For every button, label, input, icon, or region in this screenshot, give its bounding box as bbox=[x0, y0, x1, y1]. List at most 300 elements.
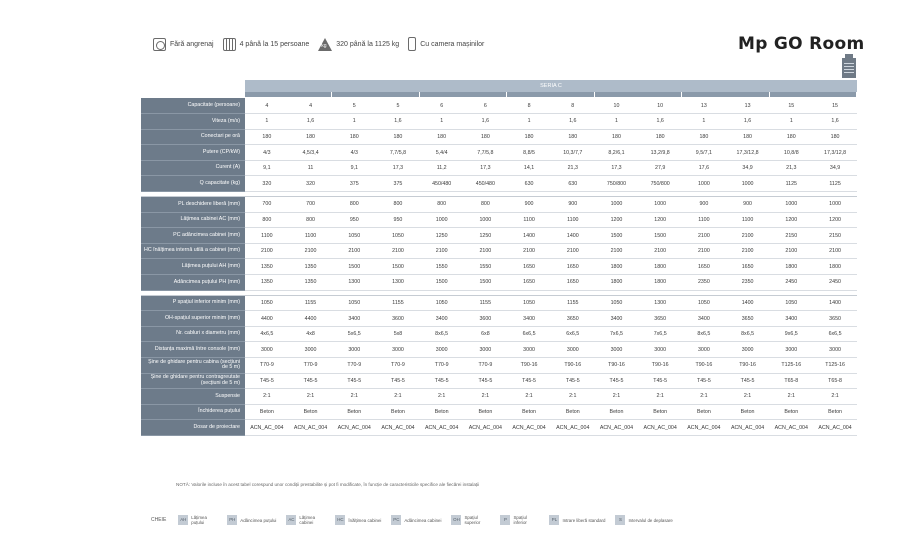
table-cell: 1000 bbox=[595, 197, 639, 213]
table-cell: Beton bbox=[726, 404, 770, 420]
table-cell: 2:1 bbox=[332, 389, 376, 405]
table-cell: 2:1 bbox=[769, 389, 813, 405]
table-cell: Beton bbox=[769, 404, 813, 420]
table-cell: 3650 bbox=[726, 311, 770, 327]
feature-persons bbox=[223, 38, 310, 51]
table-cell: T45-5 bbox=[420, 373, 464, 389]
table-cell: ACN_AC_004 bbox=[245, 420, 289, 436]
table-cell: 2450 bbox=[769, 275, 813, 291]
table-cell: 2150 bbox=[813, 228, 857, 244]
persons-icon bbox=[223, 38, 236, 51]
table-cell: ACN_AC_004 bbox=[769, 420, 813, 436]
table-cell: 3000 bbox=[289, 342, 333, 358]
series-subheader bbox=[245, 92, 857, 97]
table-cell: 1,6 bbox=[551, 114, 595, 130]
table-row bbox=[141, 212, 857, 228]
table-cell: 10 bbox=[638, 98, 682, 114]
table-cell: ACN_AC_004 bbox=[376, 420, 420, 436]
legend-text: Lățimea puțului bbox=[191, 515, 207, 525]
table-cell: 1050 bbox=[769, 295, 813, 311]
table-cell: 5x8 bbox=[376, 326, 420, 342]
table-cell: 1800 bbox=[595, 275, 639, 291]
table-cell: 1050 bbox=[682, 295, 726, 311]
table-cell: T70-9 bbox=[420, 358, 464, 374]
table-cell: 1500 bbox=[332, 259, 376, 275]
legend-text: Lățimea cabinei bbox=[299, 515, 316, 525]
table-row bbox=[141, 295, 857, 311]
legend-code: OH bbox=[451, 515, 461, 525]
table-row bbox=[141, 259, 857, 275]
table-row bbox=[141, 160, 857, 176]
row-label: OH-spațiul superior minim (mm) bbox=[141, 311, 245, 327]
table-cell: 3000 bbox=[769, 342, 813, 358]
table-row bbox=[141, 275, 857, 291]
table-cell: 13 bbox=[726, 98, 770, 114]
table-cell: ACN_AC_004 bbox=[682, 420, 726, 436]
legend-code: AH bbox=[178, 515, 188, 525]
table-cell: 1800 bbox=[638, 259, 682, 275]
table-cell: 180 bbox=[332, 129, 376, 145]
table-cell: 1400 bbox=[726, 295, 770, 311]
table-cell: 27,9 bbox=[638, 160, 682, 176]
table-cell: T90-16 bbox=[638, 358, 682, 374]
table-cell: 1400 bbox=[507, 228, 551, 244]
table-cell: 3650 bbox=[551, 311, 595, 327]
table-cell: 34,9 bbox=[726, 160, 770, 176]
table-cell: 6x8 bbox=[464, 326, 508, 342]
table-cell: 1300 bbox=[638, 295, 682, 311]
table-cell: ACN_AC_004 bbox=[638, 420, 682, 436]
table-cell: Beton bbox=[245, 404, 289, 420]
table-row bbox=[141, 197, 857, 213]
table-cell: 3000 bbox=[376, 342, 420, 358]
table-cell: 3400 bbox=[595, 311, 639, 327]
table-cell: 4,5/3,4 bbox=[289, 145, 333, 161]
table-row bbox=[141, 114, 857, 130]
table-cell: 2:1 bbox=[682, 389, 726, 405]
table-cell: 2:1 bbox=[289, 389, 333, 405]
table-cell: 800 bbox=[332, 197, 376, 213]
table-cell: 2350 bbox=[726, 275, 770, 291]
table-cell: 4 bbox=[289, 98, 333, 114]
legend-item bbox=[500, 515, 539, 525]
table-cell: 21,3 bbox=[551, 160, 595, 176]
table-row bbox=[141, 98, 857, 114]
table-cell: 1500 bbox=[376, 259, 420, 275]
table-cell: 17,3 bbox=[464, 160, 508, 176]
table-cell: 1800 bbox=[813, 259, 857, 275]
table-cell: 180 bbox=[376, 129, 420, 145]
table-cell: 630 bbox=[551, 176, 595, 192]
table-cell: 2100 bbox=[420, 243, 464, 259]
table-cell: 180 bbox=[813, 129, 857, 145]
legend-title: CHEIE bbox=[151, 517, 167, 523]
table-cell: 6 bbox=[464, 98, 508, 114]
legend-item bbox=[335, 515, 381, 525]
table-cell: 1050 bbox=[507, 295, 551, 311]
table-cell: 2100 bbox=[682, 228, 726, 244]
table-cell: 1 bbox=[769, 114, 813, 130]
table-cell: 1400 bbox=[813, 295, 857, 311]
table-cell: 1800 bbox=[769, 259, 813, 275]
table-cell: Beton bbox=[332, 404, 376, 420]
row-label: Șine de ghidare pentru cabina (secțiuni de 5 m) bbox=[141, 358, 245, 374]
table-cell: 3000 bbox=[332, 342, 376, 358]
row-label: Putere (CP/kW) bbox=[141, 145, 245, 161]
table-cell: T45-5 bbox=[332, 373, 376, 389]
table-cell: 3000 bbox=[595, 342, 639, 358]
table-cell: 2100 bbox=[332, 243, 376, 259]
table-cell: 1 bbox=[595, 114, 639, 130]
table-cell: T45-5 bbox=[682, 373, 726, 389]
table-cell: T45-5 bbox=[289, 373, 333, 389]
table-cell: ACN_AC_004 bbox=[551, 420, 595, 436]
table-cell: 1 bbox=[245, 114, 289, 130]
table-cell: 900 bbox=[551, 197, 595, 213]
table-cell: 6x6,5 bbox=[507, 326, 551, 342]
row-label: Conectari pe oră bbox=[141, 129, 245, 145]
table-cell: 4x8 bbox=[289, 326, 333, 342]
table-cell: 1050 bbox=[332, 295, 376, 311]
table-cell: Beton bbox=[420, 404, 464, 420]
table-cell: 9,1 bbox=[332, 160, 376, 176]
table-cell: 11 bbox=[289, 160, 333, 176]
table-cell: 3000 bbox=[682, 342, 726, 358]
table-cell: 1050 bbox=[376, 228, 420, 244]
table-cell: T45-5 bbox=[726, 373, 770, 389]
table-cell: Beton bbox=[507, 404, 551, 420]
table-cell: 5 bbox=[376, 98, 420, 114]
table-cell: 1550 bbox=[420, 259, 464, 275]
table-cell: 1,6 bbox=[726, 114, 770, 130]
table-cell: 800 bbox=[376, 197, 420, 213]
table-cell: 2100 bbox=[245, 243, 289, 259]
table-cell: T45-5 bbox=[464, 373, 508, 389]
table-cell: 14,1 bbox=[507, 160, 551, 176]
legend-code: PC bbox=[391, 515, 401, 525]
row-label: Capacitate (persoane) bbox=[141, 98, 245, 114]
table-cell: T70-9 bbox=[376, 358, 420, 374]
table-cell: 3000 bbox=[813, 342, 857, 358]
table-cell: 750/800 bbox=[595, 176, 639, 192]
table-cell: 180 bbox=[595, 129, 639, 145]
table-cell: 1250 bbox=[464, 228, 508, 244]
table-cell: 1125 bbox=[813, 176, 857, 192]
table-cell: 1 bbox=[682, 114, 726, 130]
table-cell: 1650 bbox=[551, 259, 595, 275]
row-label: Dosar de proiectare bbox=[141, 420, 245, 436]
table-cell: 1300 bbox=[376, 275, 420, 291]
legend-item bbox=[178, 515, 217, 525]
weight-icon bbox=[318, 38, 332, 51]
table-cell: 1,6 bbox=[638, 114, 682, 130]
table-cell: 3400 bbox=[769, 311, 813, 327]
table-cell: 1800 bbox=[595, 259, 639, 275]
row-label: P spațiul inferior minim (mm) bbox=[141, 295, 245, 311]
table-cell: ACN_AC_004 bbox=[813, 420, 857, 436]
table-cell: 1000 bbox=[682, 176, 726, 192]
table-cell: 1500 bbox=[420, 275, 464, 291]
table-cell: 1,6 bbox=[376, 114, 420, 130]
table-cell: 2100 bbox=[726, 228, 770, 244]
table-cell: T45-5 bbox=[595, 373, 639, 389]
table-cell: 8x6,5 bbox=[420, 326, 464, 342]
table-cell: Beton bbox=[464, 404, 508, 420]
table-cell: T45-5 bbox=[507, 373, 551, 389]
table-cell: 700 bbox=[245, 197, 289, 213]
table-cell: 450/480 bbox=[464, 176, 508, 192]
table-cell: 8,2/6,1 bbox=[595, 145, 639, 161]
table-cell: T125-16 bbox=[813, 358, 857, 374]
table-cell: 1 bbox=[420, 114, 464, 130]
machine-room-icon bbox=[408, 37, 416, 51]
table-cell: T90-16 bbox=[551, 358, 595, 374]
table-cell: 750/800 bbox=[638, 176, 682, 192]
table-cell: 2:1 bbox=[813, 389, 857, 405]
table-cell: 1200 bbox=[813, 212, 857, 228]
table-cell: 5,4/4 bbox=[420, 145, 464, 161]
table-cell: 1050 bbox=[245, 295, 289, 311]
table-cell: T70-9 bbox=[464, 358, 508, 374]
table-cell: 1350 bbox=[245, 259, 289, 275]
legend-text: Spațiul inferior bbox=[513, 515, 527, 525]
table-cell: 3000 bbox=[551, 342, 595, 358]
table-cell: T45-5 bbox=[551, 373, 595, 389]
table-cell: 1300 bbox=[332, 275, 376, 291]
table-cell: 1100 bbox=[245, 228, 289, 244]
table-cell: 5x6,5 bbox=[332, 326, 376, 342]
row-label: Q capacitate (kg) bbox=[141, 176, 245, 192]
legend-text: Intrare liberă standard bbox=[562, 517, 606, 523]
legend-code: PH bbox=[227, 515, 237, 525]
table-cell: T45-5 bbox=[245, 373, 289, 389]
table-cell: 1,6 bbox=[813, 114, 857, 130]
table-cell: 2150 bbox=[769, 228, 813, 244]
no-gear-icon bbox=[153, 38, 166, 51]
row-label: Lățimea puțului AH (mm) bbox=[141, 259, 245, 275]
row-label: HC înălțimea internă utilă a cabinei (mm) bbox=[141, 243, 245, 259]
table-cell: ACN_AC_004 bbox=[726, 420, 770, 436]
table-cell: 3000 bbox=[726, 342, 770, 358]
table-cell: 7,7/5,8 bbox=[464, 145, 508, 161]
table-cell: 3600 bbox=[464, 311, 508, 327]
table-cell: 2100 bbox=[813, 243, 857, 259]
table-cell: T70-9 bbox=[332, 358, 376, 374]
table-cell: 1500 bbox=[638, 228, 682, 244]
footnote: NOTĂ: Valorile incluse în acest tabel corespund unor condiții prestabilite și pot fi modificate, în funcție de caracteristicile specifice ale fiecărei instalații bbox=[176, 482, 480, 487]
table-cell: 6 bbox=[420, 98, 464, 114]
table-cell: ACN_AC_004 bbox=[464, 420, 508, 436]
table-cell: T90-16 bbox=[595, 358, 639, 374]
table-cell: 180 bbox=[726, 129, 770, 145]
table-cell: 900 bbox=[507, 197, 551, 213]
table-cell: 1350 bbox=[245, 275, 289, 291]
row-label: Șine de ghidare pentru contragreutate (secțiuni de 5 m) bbox=[141, 373, 245, 389]
table-cell: 7,7/5,8 bbox=[376, 145, 420, 161]
table-cell: ACN_AC_004 bbox=[289, 420, 333, 436]
table-cell: 17,3 bbox=[595, 160, 639, 176]
table-cell: 2100 bbox=[682, 243, 726, 259]
table-cell: 13,2/9,8 bbox=[638, 145, 682, 161]
table-cell: 2100 bbox=[595, 243, 639, 259]
table-cell: 2100 bbox=[638, 243, 682, 259]
table-cell: 2100 bbox=[769, 243, 813, 259]
feature-weight bbox=[318, 38, 399, 51]
table-cell: 1125 bbox=[769, 176, 813, 192]
table-cell: 1400 bbox=[551, 228, 595, 244]
table-cell: 2100 bbox=[376, 243, 420, 259]
table-cell: 1250 bbox=[420, 228, 464, 244]
table-cell: 180 bbox=[551, 129, 595, 145]
table-cell: 5 bbox=[332, 98, 376, 114]
table-cell: 3000 bbox=[638, 342, 682, 358]
table-cell: 1650 bbox=[507, 275, 551, 291]
legend-code: P bbox=[500, 515, 510, 525]
table-cell: Beton bbox=[289, 404, 333, 420]
table-cell: 3400 bbox=[682, 311, 726, 327]
legend-item bbox=[451, 515, 490, 525]
table-row bbox=[141, 145, 857, 161]
table-cell: T45-5 bbox=[376, 373, 420, 389]
legend-item bbox=[286, 515, 325, 525]
table-cell: 3000 bbox=[420, 342, 464, 358]
table-cell: 320 bbox=[289, 176, 333, 192]
table-cell: 1,6 bbox=[464, 114, 508, 130]
table-cell: 2:1 bbox=[726, 389, 770, 405]
table-cell: 630 bbox=[507, 176, 551, 192]
feature-text: Cu camera mașinilor bbox=[420, 40, 485, 48]
table-cell: Beton bbox=[638, 404, 682, 420]
table-cell: 1000 bbox=[420, 212, 464, 228]
table-cell: 17,3 bbox=[376, 160, 420, 176]
table-cell: 3000 bbox=[245, 342, 289, 358]
legend-text: Spațiul superior bbox=[464, 515, 481, 525]
table-cell: 1650 bbox=[507, 259, 551, 275]
table-cell: 700 bbox=[289, 197, 333, 213]
table-cell: 800 bbox=[289, 212, 333, 228]
table-cell: 180 bbox=[289, 129, 333, 145]
table-cell: 2:1 bbox=[420, 389, 464, 405]
table-cell: 800 bbox=[245, 212, 289, 228]
feature-text: 4 până la 15 persoane bbox=[239, 40, 310, 48]
row-label: Adâncimea puțului PH (mm) bbox=[141, 275, 245, 291]
table-cell: Beton bbox=[595, 404, 639, 420]
table-cell: 950 bbox=[376, 212, 420, 228]
table-cell: 1050 bbox=[332, 228, 376, 244]
table-cell: 13 bbox=[682, 98, 726, 114]
table-cell: 320 bbox=[245, 176, 289, 192]
table-cell: 1000 bbox=[769, 197, 813, 213]
table-cell: 2100 bbox=[551, 243, 595, 259]
legend-item bbox=[615, 515, 672, 525]
table-cell: 1000 bbox=[638, 197, 682, 213]
table-cell: 2:1 bbox=[595, 389, 639, 405]
table-cell: 1050 bbox=[595, 295, 639, 311]
row-label: Lățimea cabinei AC (mm) bbox=[141, 212, 245, 228]
table-cell: 375 bbox=[332, 176, 376, 192]
table-cell: 2350 bbox=[682, 275, 726, 291]
table-cell: 4400 bbox=[245, 311, 289, 327]
table-cell: 375 bbox=[376, 176, 420, 192]
table-cell: 3400 bbox=[507, 311, 551, 327]
table-cell: 1650 bbox=[551, 275, 595, 291]
table-cell: 180 bbox=[464, 129, 508, 145]
table-cell: 2450 bbox=[813, 275, 857, 291]
table-cell: 1350 bbox=[289, 275, 333, 291]
table-row bbox=[141, 373, 857, 389]
table-cell: 1000 bbox=[813, 197, 857, 213]
table-cell: 1 bbox=[332, 114, 376, 130]
feature-text: 320 până la 1125 kg bbox=[336, 40, 400, 48]
table-cell: 2100 bbox=[726, 243, 770, 259]
spec-table bbox=[141, 98, 857, 436]
table-cell: 180 bbox=[245, 129, 289, 145]
table-cell: 2:1 bbox=[551, 389, 595, 405]
legend-items bbox=[178, 515, 683, 525]
table-cell: 4 bbox=[245, 98, 289, 114]
building-icon bbox=[842, 58, 856, 78]
table-cell: 17,3/12,8 bbox=[726, 145, 770, 161]
table-cell: 6x6,5 bbox=[813, 326, 857, 342]
table-row bbox=[141, 129, 857, 145]
row-label: Distanța maximă între console (mm) bbox=[141, 342, 245, 358]
table-cell: 180 bbox=[682, 129, 726, 145]
row-label: Nr. cabluri x diametru (mm) bbox=[141, 326, 245, 342]
feature-text: Fără angrenaj bbox=[170, 40, 214, 48]
table-cell: T90-16 bbox=[682, 358, 726, 374]
table-cell: 1650 bbox=[726, 259, 770, 275]
table-cell: 2:1 bbox=[507, 389, 551, 405]
feature-machine-room bbox=[408, 37, 484, 51]
table-cell: 180 bbox=[420, 129, 464, 145]
brand-logo: Mp GO Room bbox=[738, 34, 865, 54]
table-cell: 1800 bbox=[638, 275, 682, 291]
table-cell: 1500 bbox=[595, 228, 639, 244]
table-cell: 1550 bbox=[464, 259, 508, 275]
row-label: Închiderea puțului bbox=[141, 404, 245, 420]
table-cell: 3400 bbox=[332, 311, 376, 327]
table-cell: 15 bbox=[813, 98, 857, 114]
table-cell: T65-8 bbox=[813, 373, 857, 389]
table-cell: T90-16 bbox=[726, 358, 770, 374]
table-cell: 2100 bbox=[464, 243, 508, 259]
table-cell: 7x6,5 bbox=[595, 326, 639, 342]
table-cell: 2:1 bbox=[376, 389, 420, 405]
table-cell: 1155 bbox=[376, 295, 420, 311]
table-cell: Beton bbox=[813, 404, 857, 420]
table-cell: 2100 bbox=[289, 243, 333, 259]
table-cell: 4/3 bbox=[332, 145, 376, 161]
table-cell: 2100 bbox=[507, 243, 551, 259]
table-cell: 3600 bbox=[376, 311, 420, 327]
table-cell: 1100 bbox=[289, 228, 333, 244]
table-cell: 2:1 bbox=[638, 389, 682, 405]
table-cell: 800 bbox=[464, 197, 508, 213]
table-cell: 180 bbox=[507, 129, 551, 145]
legend-code: HC bbox=[335, 515, 345, 525]
table-cell: T45-5 bbox=[638, 373, 682, 389]
table-cell: 1100 bbox=[726, 212, 770, 228]
table-cell: T65-8 bbox=[769, 373, 813, 389]
table-row bbox=[141, 404, 857, 420]
table-cell: 1650 bbox=[682, 259, 726, 275]
table-row bbox=[141, 311, 857, 327]
legend-item bbox=[549, 515, 605, 525]
legend-item bbox=[391, 515, 441, 525]
table-cell: ACN_AC_004 bbox=[507, 420, 551, 436]
legend bbox=[151, 515, 683, 525]
row-label: Curent (A) bbox=[141, 160, 245, 176]
